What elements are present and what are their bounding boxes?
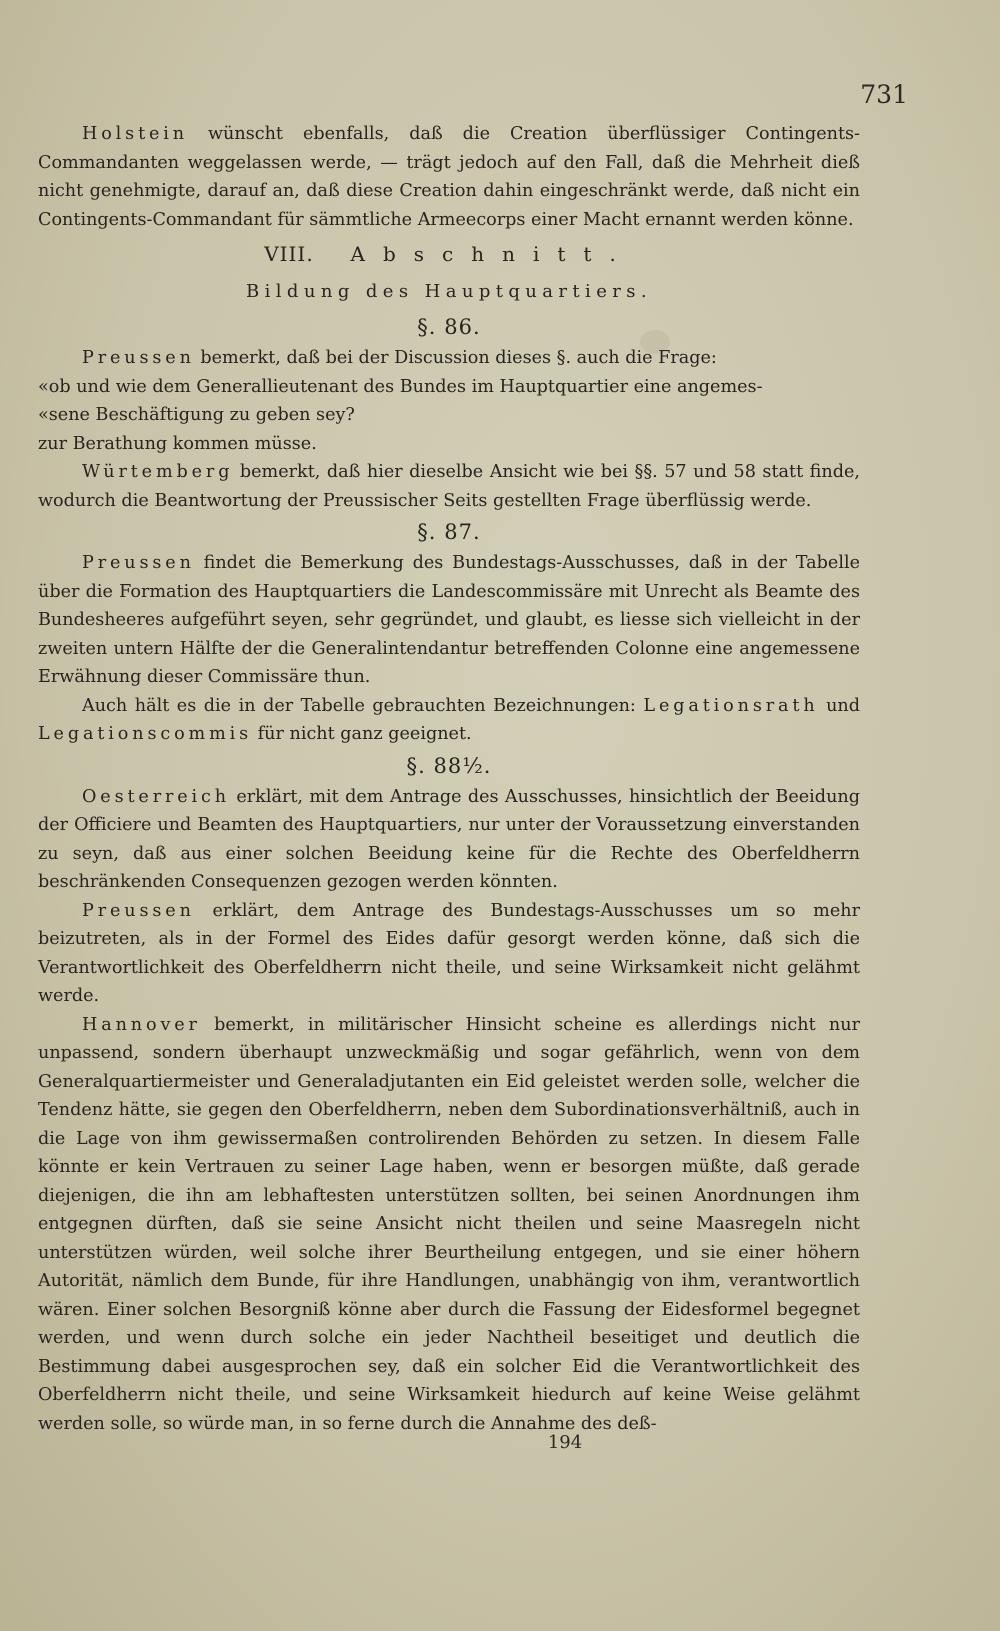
paragraph-text: Auch hält es die in der Tabelle gebrauchten Bezeichnungen: xyxy=(82,695,636,716)
section-heading xyxy=(38,234,860,274)
term: Legationsrath xyxy=(643,695,819,716)
signature-mark: 194 xyxy=(547,1432,583,1453)
paragraph-text: erklärt, dem Antrage des Bundestags-Ausschusses um so mehr beizutreten, als in der Formel des Eides dafür gesorgt werden könne, daß sich die Verantwortlichkeit des Oberfeldherrn nicht theile, und seine Wirksamkeit nicht gelähmt werde. xyxy=(38,900,861,1006)
paragraph-holstein xyxy=(38,120,860,234)
term: Legationscommis xyxy=(38,724,253,744)
section-numeral: VIII. xyxy=(264,242,314,266)
paragraph-text: zur Berathung kommen müsse. xyxy=(38,433,317,454)
paragraph-preussen-88 xyxy=(38,897,860,1011)
paragraph-preussen-86 xyxy=(38,344,860,373)
speaker-name: Preussen xyxy=(82,553,195,573)
speaker-name: Würtemberg xyxy=(82,462,234,482)
paragraph-text: bemerkt, daß hier dieselbe Ansicht wie bei §§. 57 und 58 statt finde, wodurch die Beantwortung der Preussischer Seits gestellten Frage überflüssig werde. xyxy=(38,462,860,511)
paragraph-heading-88: §. 88½. xyxy=(406,753,492,778)
paragraph-text: erklärt, mit dem Antrage des Ausschusses, hinsichtlich der Beeidung der Officiere und Beamten des Hauptquartiers, nur unter der Voraussetzung einverstanden zu seyn, daß aus einer solchen Beeidung keine für die Rechte des Oberfeldherrn beschränkenden Consequenzen gezogen werden könnten. xyxy=(38,786,860,892)
speaker-name: Hannover xyxy=(82,1014,201,1035)
paragraph-oesterreich-88 xyxy=(38,783,860,897)
paragraph-preussen-87 xyxy=(38,549,860,692)
speaker-name: Holstein xyxy=(82,124,189,144)
paragraph-text: für nicht ganz geeignet. xyxy=(257,724,472,744)
speaker-name: Preussen xyxy=(82,348,195,368)
paragraph-hannover-88 xyxy=(38,1011,860,1439)
paragraph-heading-86: §. 86. xyxy=(417,315,481,339)
paragraph-text: bemerkt, in militärischer Hinsicht scheine es allerdings nicht nur unpassend, sondern überhaupt unzweckmäßig und sogar gefährlich, wenn von dem Generalquartiermeister und Generaladjutanten ein Eid geleistet werden solle, welcher die Tendenz hätte, sie gegen den Oberfeldherrn, neben dem Subordinationsverhältniß, auch in die Lage von ihm gewissermaßen controlirenden Behörden zu setzen. In diesem Falle könnte er kein Vertrauen zu seiner Lage haben, wenn er besorgen müßte, daß gerade diejenigen, die ihn am lebhaftesten unterstützen sollten, bei seinen Anordnungen ihm entgegnen dürften, daß sie seine Ansicht nicht theilen und seine Maasregeln nicht unterstützen würden, weil solche ihrer Beurtheilung entgegen, und sie einer höhern Autorität, nämlich dem Bunde, für ihre Handlungen, unabhängig von ihm, verantwortlich wären. Einer solchen Besorgniß könne aber durch die Fassung der Eidesformel begegnet werden, und wenn durch solche ein jeder Nachtheil beseitiget und deutlich die Bestimmung dabei ausgesprochen sey, daß ein solcher Eid die Verantwortlichkeit des Oberfeldherrn nicht theile, und seine Wirksamkeit hiedurch auf keine Weise gelähmt werden solle, so würde man, in so ferne durch die Annahme des deß- xyxy=(38,1014,860,1434)
quote-line: «ob und wie dem Generallieutenant des Bundes im Hauptquartier eine angemes- xyxy=(38,376,763,397)
page-number: 731 xyxy=(860,80,908,109)
paragraph-text: bemerkt, daß bei der Discussion dieses §. auch die Frage: xyxy=(200,348,717,368)
speaker-name: Preussen xyxy=(82,900,195,921)
paragraph-text: findet die Bemerkung des Bundestags-Ausschusses, daß in der Tabelle über die Formation des Hauptquartiers die Landescommissäre mit Unrecht als Beamte des Bundesheeres aufgeführt seyen, sehr gegründet, und glaubt, es liesse sich vielleicht in der zweiten untern Hälfte der die Generalintendantur betreffenden Colonne eine angemessene Erwähnung dieser Commissäre thun. xyxy=(38,553,860,687)
quote-line: «sene Beschäftigung zu geben sey? xyxy=(38,405,355,425)
speaker-name: Oesterreich xyxy=(82,786,230,807)
paragraph-text: und xyxy=(826,695,861,716)
page-body xyxy=(38,120,860,1438)
paragraph-text: wünscht ebenfalls, daß die Creation überflüssiger Contingents-Commandanten weggelassen werde, — trägt jedoch auf den Fall, daß die Mehrheit dieß nicht genehmigte, darauf an, daß diese Creation dahin eingeschränkt werde, daß nicht ein Contingents-Commandant für sämmtliche Armeecorps einer Macht ernannt werden könne. xyxy=(38,124,860,230)
paragraph-wuertemberg-86 xyxy=(38,458,860,515)
paragraph-auch-87 xyxy=(38,692,860,749)
paragraph-heading-87: §. 87. xyxy=(417,520,481,544)
section-word: Abschnitt. xyxy=(350,242,634,266)
section-title: Bildung des Hauptquartiers. xyxy=(245,281,653,302)
